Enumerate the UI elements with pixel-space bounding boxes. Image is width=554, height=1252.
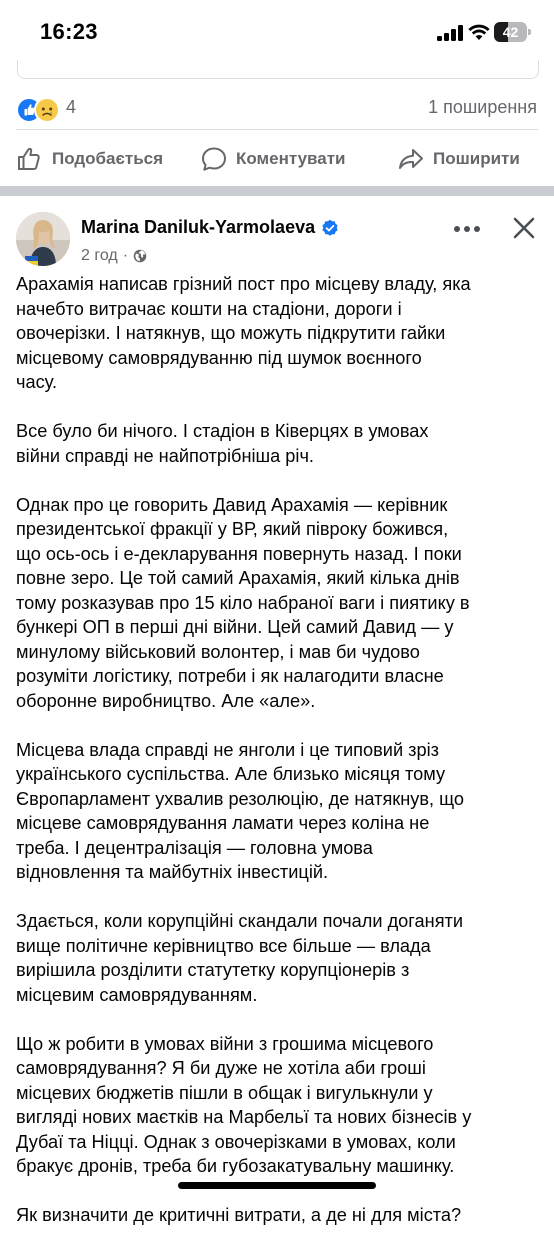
- share-button[interactable]: [397, 136, 520, 182]
- post-text-line: що ось-ось і е-декларування повернуть назад. І поки: [16, 543, 462, 564]
- post-paragraph: [16, 909, 541, 1007]
- post-text-line: Місцева влада справді не янголи і це типовий зріз: [16, 739, 440, 760]
- post-text-line: Європарламент ухвалив резолюцію, де натякнув, що: [16, 788, 465, 809]
- battery-level: 42: [502, 24, 519, 40]
- wifi-icon: [468, 23, 490, 41]
- post-time[interactable]: 2 год: [81, 247, 118, 264]
- like-button[interactable]: [16, 136, 163, 182]
- post-text-line: розуміти логістику, потреби і як налагодити власне: [16, 666, 444, 686]
- post-text-line: Здається, коли корупційні скандали почали доганяти: [16, 911, 464, 931]
- post-paragraph: [16, 272, 541, 395]
- share-count[interactable]: 1 поширення: [428, 97, 537, 117]
- post-text-line: оборонне виробництво. Але «але».: [16, 690, 316, 711]
- post-paragraph: [16, 1032, 541, 1179]
- post-text-line: місцевих бюджетів пішли в общак і вигулькнули у: [16, 1082, 433, 1103]
- more-options-icon[interactable]: [452, 217, 482, 241]
- post-text-line: треба. І децентралізація — головна умова: [16, 837, 373, 858]
- close-icon[interactable]: [510, 214, 538, 242]
- status-bar: [0, 0, 554, 66]
- comment-label: Коментувати: [236, 149, 346, 168]
- post-text-line: місцевому самоврядуванню під шумок воєнного: [16, 347, 422, 368]
- like-label: Подобається: [52, 149, 164, 168]
- post-text-line: Арахамія написав грізний пост про місцеву владу, яка: [16, 274, 471, 294]
- post-text-line: повне зеро. Це той самий Арахамія, який кілька днів: [16, 568, 460, 588]
- post-text-line: вище політичне керівництво все більше — влада: [16, 935, 431, 956]
- status-time: 16:23: [40, 19, 98, 44]
- post-stats: [0, 90, 554, 126]
- battery-icon: [494, 22, 532, 42]
- author-name[interactable]: Marina Daniluk-Yarmolaeva: [81, 217, 316, 237]
- signal-icon: [437, 25, 465, 41]
- reactions-summary[interactable]: [16, 95, 62, 121]
- author-avatar[interactable]: [16, 212, 70, 266]
- divider: [16, 129, 538, 130]
- post-text-line: війни справді не найпотрібніша річ.: [16, 445, 314, 466]
- verified-badge-icon: [321, 219, 339, 237]
- post-paragraph: [16, 419, 541, 468]
- post-paragraph: [16, 1203, 541, 1228]
- post-actions: [0, 136, 554, 182]
- post-text-line: самоврядування? Я би дуже не хотіла аби гроші: [16, 1058, 426, 1078]
- post-text-line: Однак про це говорить Давид Арахамія — керівник: [16, 494, 448, 515]
- post-text-line: Дубаї та Ніцці. Однак з овочерізками в умовах, коли: [16, 1131, 456, 1152]
- sad-reaction-icon: [34, 97, 60, 123]
- post-header: [0, 205, 554, 275]
- comment-button[interactable]: [200, 136, 346, 182]
- post-text-line: місцеве самоврядування ламати через коліна не: [16, 813, 430, 833]
- feed-separator: [0, 186, 554, 196]
- post-text-line: вигляді нових маєтків на Марбельї та нових бізнесів у: [16, 1107, 472, 1127]
- post-text-line: начебто витрачає кошти на стадіони, дороги і: [16, 298, 402, 319]
- post-text-line: бракує дронів, треба би губозакатувальну машинку.: [16, 1156, 455, 1176]
- post-meta: [81, 247, 147, 265]
- post-text-line: бункері ОП в перші дні війни. Цей самий Давид — у: [16, 617, 454, 637]
- post-text-line: президентської фракції у ВР, який півроку божився,: [16, 519, 449, 539]
- post-text-line: відновлення та майбутніх інвестицій.: [16, 862, 329, 882]
- share-icon: [397, 145, 425, 173]
- post-text-line: Що ж робити в умовах війни з грошима місцевого: [16, 1033, 434, 1054]
- thumbs-up-icon: [16, 145, 44, 173]
- post-paragraph: [16, 738, 541, 885]
- post-text-line: українського суспільства. Але близько місяця тому: [16, 764, 446, 784]
- post-text-line: місцевим самоврядуванням.: [16, 984, 258, 1005]
- globe-icon: [133, 249, 147, 263]
- comment-icon: [200, 145, 228, 173]
- post-text-line: минулому військовий волонтер, і мав би чудово: [16, 641, 420, 662]
- meta-separator: ·: [122, 247, 129, 264]
- post-text-line: Все було би нічого. І стадіон в Ківерцях в умовах: [16, 421, 429, 441]
- post-text: [16, 272, 541, 1252]
- reaction-count[interactable]: 4: [66, 97, 77, 117]
- post-text-line: овочерізки. І натякнув, що можуть підкрутити гайки: [16, 323, 446, 343]
- post-text-line: Як визначити де критичні витрати, а де ні для міста?: [16, 1205, 462, 1225]
- post-paragraph: [16, 493, 541, 714]
- post-text-line: тому розказував про 15 кіло набраної ваги і пиятику в: [16, 592, 470, 613]
- author-name-row: [81, 217, 339, 238]
- previous-content-edge: [17, 60, 539, 79]
- post-text-line: вирішила розділити статутетку корупціонерів з: [16, 960, 410, 980]
- post-text-line: часу.: [16, 372, 58, 392]
- home-indicator[interactable]: [178, 1182, 376, 1189]
- share-label: Поширити: [433, 149, 520, 168]
